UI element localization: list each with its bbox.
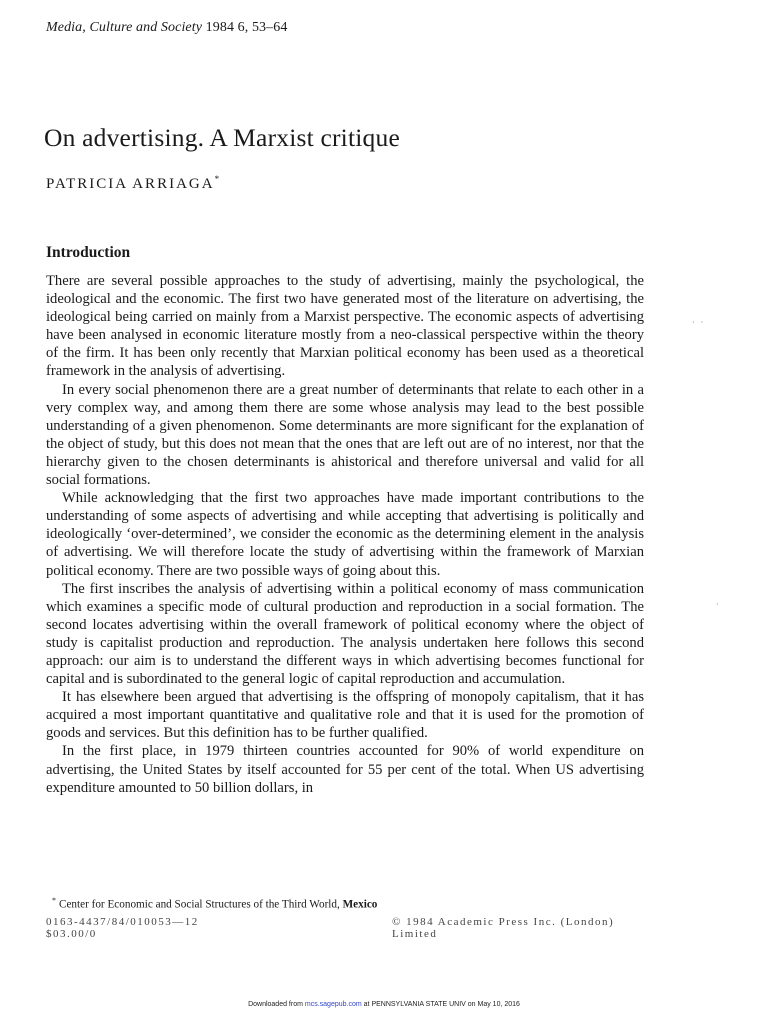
paragraph-5: It has elsewhere been argued that advertising is the offspring of monopoly capitalism, that it has acquired a most important quantitative and qualitative role and that it is used for the promotion of goods and services. But this definition has to be further qualified.	[46, 689, 644, 742]
paragraph-2: In every social phenomenon there are a great number of determinants that relate to each other in a very complex way, and among them there are some whose analysis may lead to the best possible understanding of a given phenomenon. Some determinants are more significant for the explanation of the object of study, but this does not mean that the ones that are left out are of no interest, nor that the hierarchy given to the chosen determinants is ahistorical and therefore universal and valid for all social formations.	[46, 381, 644, 489]
article-title: On advertising. A Marxist critique	[44, 123, 400, 152]
cut-off-copyright-line: © 1984 Academic Press Inc. (London) Limited	[392, 916, 615, 940]
scan-speck: · ·	[692, 318, 706, 327]
cut-off-issn-line: 0163-4437/84/010053—12 $03.00/0	[46, 916, 199, 940]
download-prefix: Downloaded from	[248, 1001, 303, 1008]
body-text	[46, 272, 644, 797]
footnote-city: Mexico	[342, 898, 378, 911]
paragraph-1: There are several possible approaches to the study of advertising, mainly the psychological, the ideological and the economic. The first two have generated most of the literature on advertising, the ideological being carried on mainly from a Marxist perspective. The economic aspects of advertising have been analysed in economic literature mostly from a neo-classical perspective within the theory of the firm. It has been only recently that Marxian political economy has been used as a theoretical framework in the analysis of advertising.	[46, 273, 644, 380]
footnote	[52, 896, 377, 911]
journal-name: Media, Culture and Society	[46, 20, 203, 35]
author-line	[46, 174, 219, 193]
journal-volume: 1984 6, 53–64	[205, 20, 288, 35]
download-suffix: at PENNSYLVANIA STATE UNIV on May 10, 2016	[363, 1001, 520, 1008]
footnote-text: Center for Economic and Social Structures of the Third World,	[59, 898, 340, 911]
section-heading: Introduction	[46, 244, 131, 261]
paragraph-6: In the first place, in 1979 thirteen countries accounted for 90% of world expenditure on advertising, the United States by itself accounted for 55 per cent of the total. When US advertising expenditure amounted to 50 billion dollars, in	[46, 743, 644, 796]
download-link[interactable]: mcs.sagepub.com	[304, 1001, 362, 1008]
footnote-mark: *	[52, 896, 56, 905]
download-notice	[0, 1001, 768, 1008]
scan-speck: ·	[716, 600, 721, 609]
journal-citation	[46, 20, 287, 36]
paragraph-3: While acknowledging that the first two approaches have made important contributions to the understanding of some aspects of advertising and while accepting that advertising is politically and ideologically ‘over-determined’, we consider the economic as the determining element in the analysis of advertising. We will therefore locate the study of advertising within the framework of Marxian political economy. There are two possible ways of going about this.	[46, 490, 644, 579]
author-footnote-mark: *	[214, 174, 220, 184]
author-name: PATRICIA ARRIAGA	[46, 176, 215, 192]
paragraph-4: The first inscribes the analysis of advertising within a political economy of mass communication which examines a specific mode of cultural production and reproduction in a social formation. The second locates advertising within the overall framework of political economy where the object of study is capitalist production and reproduction. The analysis undertaken here follows this second approach: our aim is to understand the different ways in which advertising becomes functional for capital and is subordinated to the general logic of capital reproduction and accumulation.	[46, 580, 644, 688]
